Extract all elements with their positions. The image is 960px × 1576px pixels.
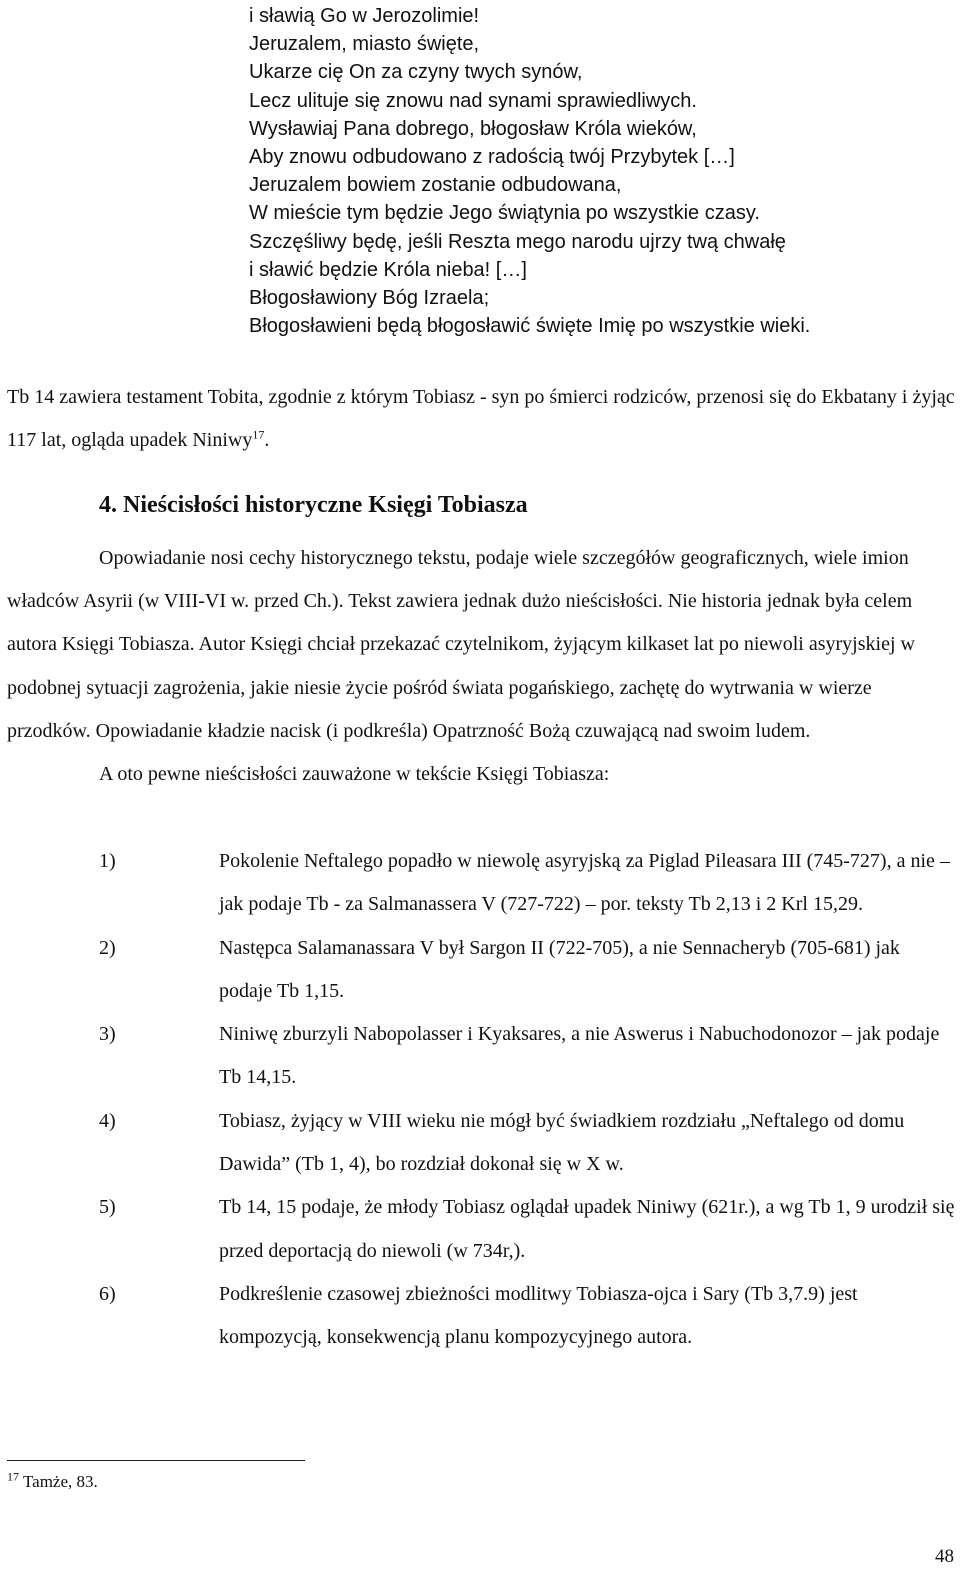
paragraph-text: Tb 14 zawiera testament Tobita, zgodnie z którym Tobiasz - syn po śmierci rodziców, przenosi się do Ekbatany i żyjąc 117 lat, ogląda upadek Niniwy bbox=[7, 386, 955, 451]
poem-line: Lecz ulituje się znowu nad synami sprawiedliwych. bbox=[249, 89, 697, 112]
poem-line: Błogosławieni będą błogosławić święte Imię po wszystkie wieki. bbox=[249, 315, 811, 338]
list-item bbox=[0, 927, 960, 1014]
list-number: 4) bbox=[99, 1109, 116, 1132]
list-number: 3) bbox=[99, 1023, 116, 1046]
poem-line: Błogosławiony Bóg Izraela; bbox=[249, 287, 490, 310]
list-number: 6) bbox=[99, 1282, 116, 1305]
intro-paragraph: Opowiadanie nosi cechy historycznego tekstu, podaje wiele szczegółów geograficznych, wiele imion władców Asyrii (w VIII-VI w. przed Ch.). Tekst zawiera jednak dużo nieścisłości. Nie historia jednak była celem autora Księgi Tobiasza. Autor Księgi chciał przekazać czytelnikom, żyjącym kilkaset lat po niewoli asyryjskiej w podobnej sytuacji zagrożenia, jakie niesie życie pośród świata pogańskiego, zachętę do wytrwania w wierze przodków. Opowiadanie kładzie nacisk (i podkreśla) Opatrzność Bożą czuwającą nad swoim ludem. bbox=[7, 547, 915, 742]
list-item bbox=[0, 840, 960, 927]
list-item bbox=[0, 1186, 960, 1273]
poem-line: Jeruzalem bowiem zostanie odbudowana, bbox=[249, 174, 622, 197]
page-number: 48 bbox=[935, 1546, 954, 1567]
poem-line: Szczęśliwy będę, jeśli Reszta mego narodu ujrzy twą chwałę bbox=[249, 230, 786, 253]
list-text: Następca Salamanassara V był Sargon II (722-705), a nie Sennacheryb (705-681) jak podaje Tb 1,15. bbox=[219, 936, 900, 1002]
footnote-text: Tamże, 83. bbox=[22, 1472, 98, 1491]
poem-line: Aby znowu odbudowano z radością twój Przybytek […] bbox=[249, 146, 735, 169]
list-text: Tobiasz, żyjący w VIII wieku nie mógł być świadkiem rozdziału „Neftalego od domu Dawida” (Tb 1, 4), bo rozdział dokonał się w X w. bbox=[219, 1109, 905, 1176]
list-text: Podkreślenie czasowej zbieżności modlitwy Tobiasza-ojca i Sary (Tb 3,7.9) jest kompozycją, konsekwencją planu kompozycyjnego autora. bbox=[219, 1282, 858, 1349]
testament-paragraph bbox=[7, 376, 955, 462]
list-item bbox=[0, 1013, 960, 1100]
poem-line: i sławią Go w Jerozolimie! bbox=[249, 5, 480, 27]
list-number: 1) bbox=[99, 850, 116, 872]
list-item bbox=[0, 1273, 960, 1360]
poem-line: Wysławiaj Pana dobrego, błogosław Króla wieków, bbox=[249, 117, 697, 140]
section-heading: 4. Nieścisłości historyczne Księgi Tobiasza bbox=[99, 492, 528, 518]
poem-line: i sławić będzie Króla nieba! […] bbox=[249, 258, 527, 281]
footnote bbox=[7, 1469, 98, 1492]
poem-block bbox=[249, 2, 810, 340]
paragraph-end: . bbox=[264, 429, 270, 451]
list-number: 5) bbox=[99, 1196, 116, 1219]
poem-line: Ukarze cię On za czyny twych synów, bbox=[249, 61, 583, 84]
list-text: Pokolenie Neftalego popadło w niewolę asyryjską za Piglad Pileasara III (745-727), a nie – jak podaje Tb - za Salmanassera V (727-722) – por. teksty Tb 2,13 i 2 Krl 15,29. bbox=[219, 850, 950, 916]
footnote-divider bbox=[7, 1460, 305, 1461]
poem-line: W mieście tym będzie Jego świątynia po wszystkie czasy. bbox=[249, 202, 760, 225]
list-number: 2) bbox=[99, 936, 116, 959]
poem-line: Jeruzalem, miasto święte, bbox=[249, 33, 480, 56]
list-item bbox=[0, 1100, 960, 1187]
inaccuracy-list bbox=[0, 840, 960, 1360]
footnote-number: 17 bbox=[7, 1469, 19, 1484]
list-intro: A oto pewne nieścisłości zauważone w tekście Księgi Tobiasza: bbox=[99, 763, 610, 786]
list-text: Niniwę zburzyli Nabopolasser i Kyaksares, a nie Aswerus i Nabuchodonozor – jak podaje Tb 14,15. bbox=[219, 1023, 940, 1089]
footnote-reference[interactable]: 17 bbox=[252, 427, 265, 442]
section-body bbox=[7, 537, 955, 796]
list-text: Tb 14, 15 podaje, że młody Tobiasz oglądał upadek Niniwy (621r.), a wg Tb 1, 9 urodził się przed deportacją do niewoli (w 734r,). bbox=[219, 1196, 955, 1262]
